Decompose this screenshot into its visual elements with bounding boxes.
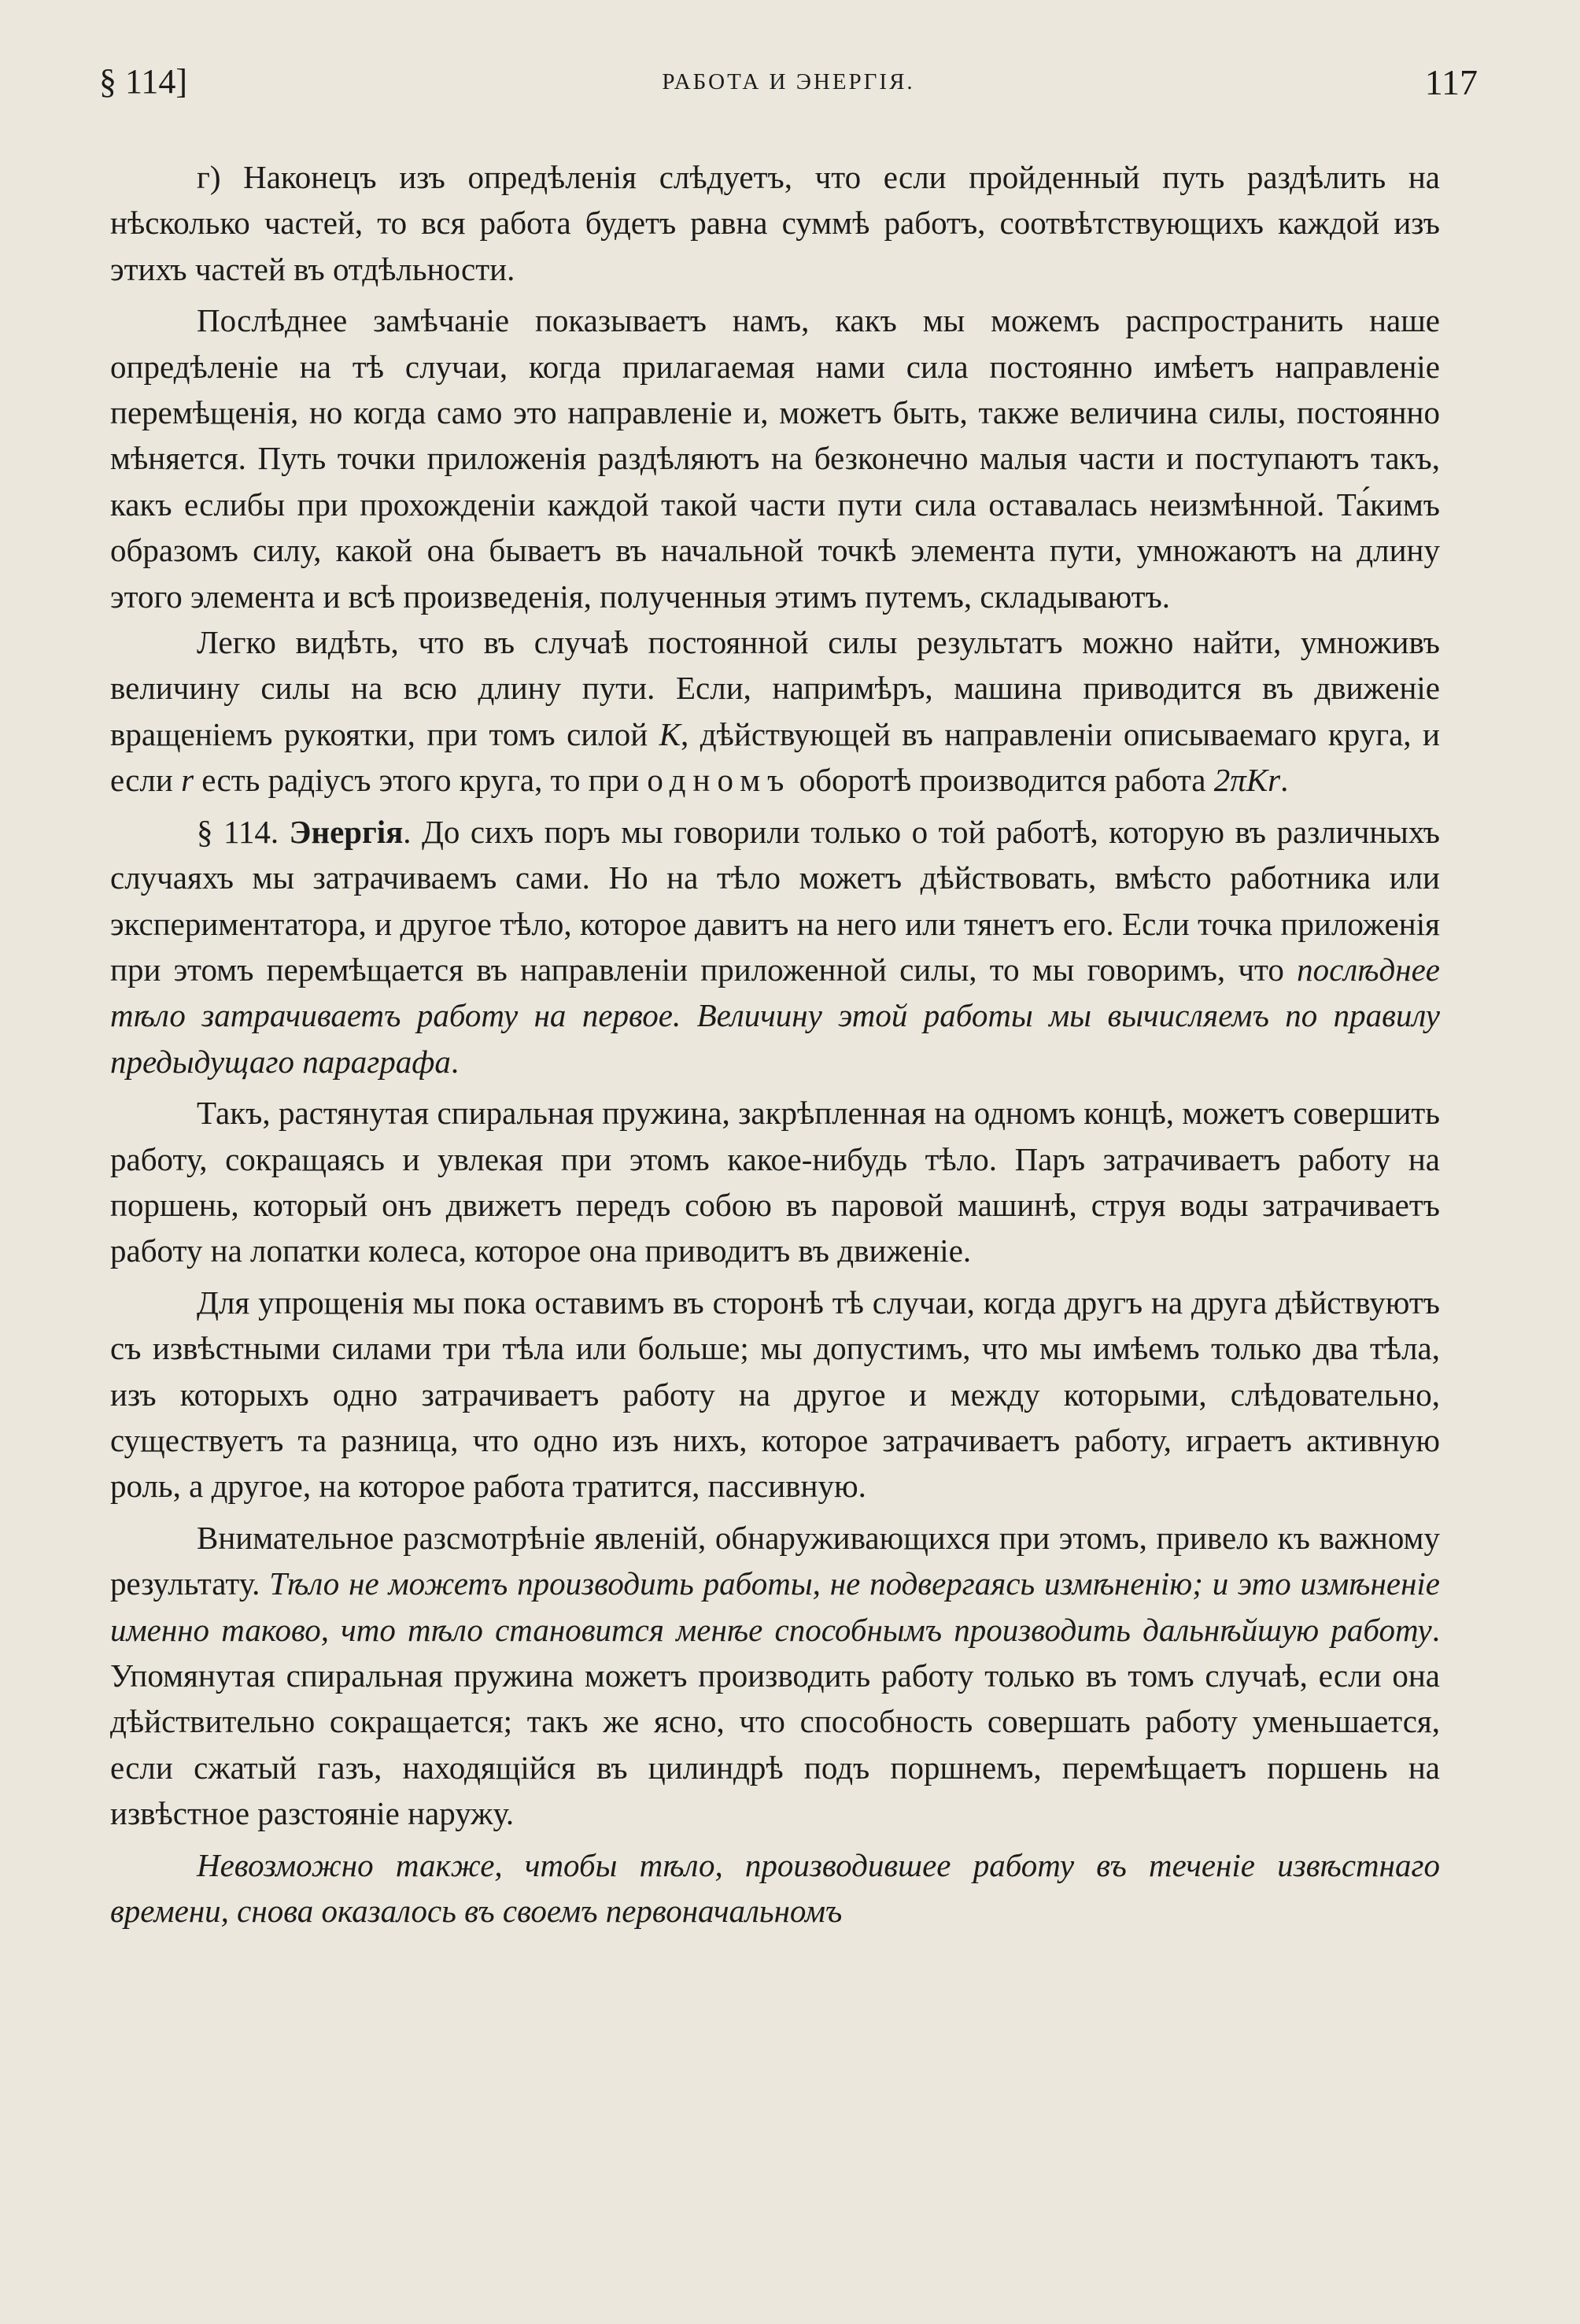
- paragraph-2: Послѣднее замѣчаніе показываетъ намъ, какъ мы можемъ распространить наше опредѣленіе на тѣ случаи, когда прилагаемая нами сила постоянно имѣетъ направленіе перемѣщенія, но когда само это направленіе и, можетъ быть, также величина силы, постоянно мѣняется. Путь точки приложенія раздѣляютъ на безконечно малыя части и поступаютъ такъ, какъ еслибы при прохожденіи каждой такой части пути сила оставалась неизмѣнной. Та́кимъ образомъ силу, какой она бываетъ въ начальной точкѣ элемента пути, умножаютъ на длину этого элемента и всѣ произведенія, полученныя этимъ путемъ, складываютъ.: [110, 302, 1440, 615]
- paragraph-4: [110, 809, 1440, 1084]
- paragraph-7: [110, 1515, 1440, 1837]
- paragraph-8: [110, 1842, 1440, 1934]
- paragraph-3-text-a: Легко видѣть, что въ случаѣ постоянной силы результатъ можно найти, умноживъ величину силы на всю длину пути. Если, напримѣръ, машина приводится въ движеніе вращеніемъ рукоятки, при томъ силой: [110, 624, 1440, 752]
- paragraph-3-text-c: есть радіусъ этого круга, то при: [194, 762, 648, 799]
- body-text: [110, 154, 1440, 1934]
- paragraph-3-text-e: .: [1280, 762, 1289, 799]
- paragraph-8-italic: Невозможно также, чтобы тѣло, производившее работу въ теченіе извѣстнаго времени, снова оказалось въ своемъ первоначальномъ: [110, 1846, 1440, 1930]
- section-number: § 114.: [197, 813, 290, 850]
- paragraph-7-text-b: . Упомянутая спиральная пружина можетъ производить работу только въ томъ случаѣ, если она дѣйствительно сокращается; такъ же ясно, что способность совершать работу уменьшается, если сжатый газъ, находящійся въ цилиндрѣ подъ поршнемъ, перемѣщаетъ поршень на извѣстное разстояніе наружу.: [110, 1611, 1440, 1832]
- paragraph-4-italic: послѣднее тѣло затрачиваетъ работу на первое. Величину этой работы мы вычисляемъ по правилу предыдущаго параграфа: [110, 951, 1440, 1080]
- paragraph-4-text-a: . До сихъ поръ мы говорили только о той работѣ, которую въ различныхъ случаяхъ мы затрачиваемъ сами. Но на тѣло можетъ дѣйствовать, вмѣсто работника или экспериментатора, и другое тѣло, которое давитъ на него или тянетъ его. Если точка приложенія при этомъ перемѣщается въ направленіи приложенной силы, то мы говоримъ, что: [110, 813, 1440, 988]
- paragraph-3-text-d: оборотѣ производится работа: [791, 762, 1214, 799]
- paragraph-7-italic: Тѣло не можетъ производить работы, не подвергаясь измѣненію; и это измѣненіе именно таково, что тѣло становится менѣе способнымъ производить дальнѣйшую работу: [110, 1565, 1440, 1648]
- header-section-number: § 114]: [99, 62, 188, 101]
- paragraph-5: Такъ, растянутая спиральная пружина, закрѣпленная на одномъ концѣ, можетъ совершить работу, сокращаясь и увлекая при этомъ какое-нибудь тѣло. Паръ затрачиваетъ работу на поршень, который онъ движетъ передъ собою въ паровой машинѣ, струя воды затрачиваетъ работу на лопатки колеса, которое она приводитъ въ движеніе.: [110, 1095, 1440, 1269]
- paragraph-3-text-b: , дѣйствующей въ направленіи описываемаго круга, и если: [110, 715, 1440, 799]
- paragraph-6: Для упрощенія мы пока оставимъ въ сторонѣ тѣ случаи, когда другъ на друга дѣйствуютъ съ извѣстными силами три тѣла или больше; мы допустимъ, что мы имѣемъ только два тѣла, изъ которыхъ одно затрачиваетъ работу на другое и между которыми, слѣдовательно, существуетъ та разница, что одно изъ нихъ, которое затрачиваетъ работу, играетъ активную роль, а другое, на которое работа тратится, пассивную.: [110, 1284, 1440, 1505]
- paragraph-4-text-b: .: [450, 1043, 460, 1080]
- page-number: 117: [1424, 62, 1478, 102]
- header-title: РАБОТА И ЭНЕРГІЯ.: [662, 69, 915, 94]
- section-heading: Энергія: [289, 813, 404, 850]
- work-formula: 2πKr: [1213, 762, 1281, 799]
- paragraph-3: [110, 619, 1440, 804]
- variable-K: K: [659, 715, 681, 752]
- running-header: [99, 61, 1478, 116]
- variable-r: r: [181, 762, 194, 799]
- spaced-word: одномъ: [647, 762, 792, 799]
- paragraph-1: г) Наконецъ изъ опредѣленія слѣдуетъ, что если пройденный путь раздѣлить на нѣсколько частей, то вся работа будетъ равна суммѣ работъ, соотвѣтствующихъ каждой изъ этихъ частей въ отдѣльности.: [110, 159, 1440, 287]
- paragraph-7-text-a: Внимательное разсмотрѣніе явленій, обнаруживающихся при этомъ, привело къ важному результату.: [110, 1519, 1440, 1602]
